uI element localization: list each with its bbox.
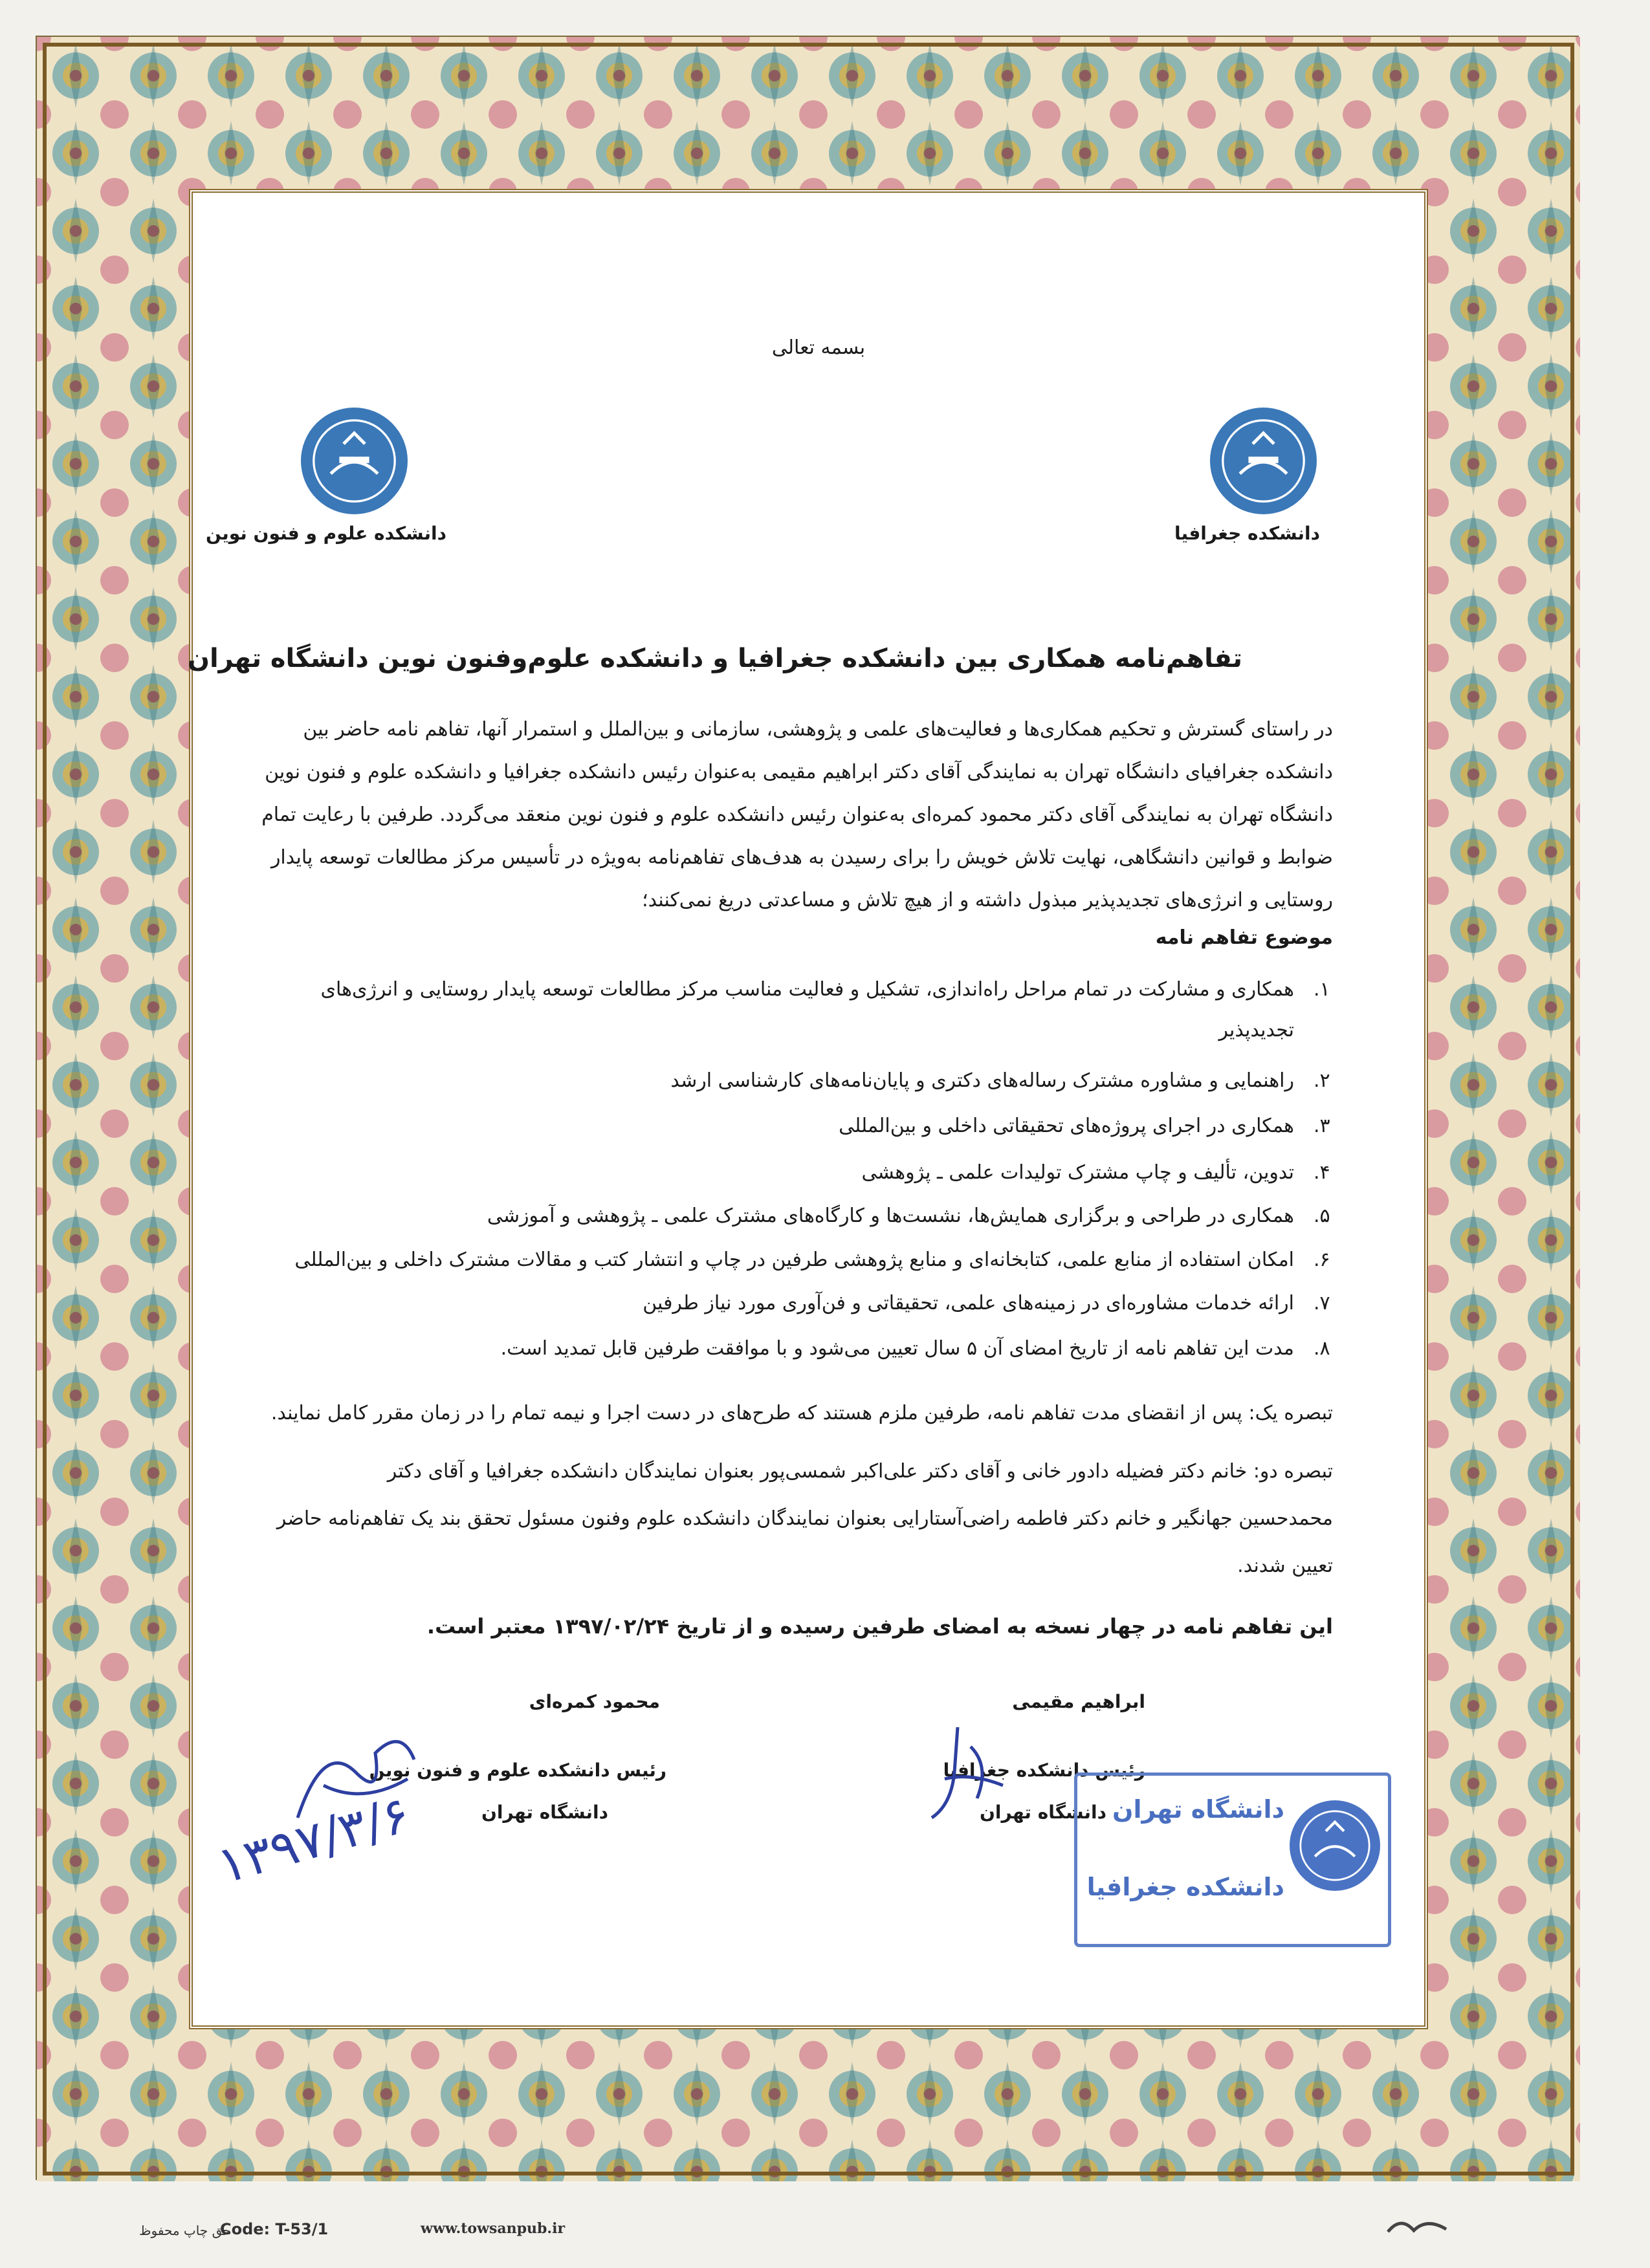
note-two-line: تبصره دو: خانم دکتر فضیله دادور خانی و آقای دکتر علی‌اکبر شمسی‌پور بعنوان نمایندگان دانشکده جغرافیا و آقای دکتر	[387, 1460, 1333, 1483]
handwritten-date: ۱۳۹۷/۳/۶	[211, 1785, 417, 1896]
item-number: ۸.	[1314, 1337, 1330, 1360]
right-university-seal	[1210, 408, 1317, 514]
item-text: همکاری و مشارکت در تمام مراحل راه‌اندازی، تشکیل و فعالیت مناسب مرکز مطالعات توسعه پایدار روستایی و انرژی‌های	[320, 978, 1294, 1001]
stamp-line-1: دانشگاه تهران	[1112, 1795, 1284, 1824]
note-one: تبصره یک: پس از انقضای مدت تفاهم نامه، طرفین ملزم هستند که طرح‌های در دست اجرا و نیمه تمام را در زمان مقرر کامل نمایند.	[270, 1402, 1333, 1424]
faculty-stamp	[1074, 1772, 1391, 1947]
stamp-line-2: دانشکده جغرافیا	[1086, 1873, 1284, 1901]
footer-website: www.towsanpub.ir	[421, 2220, 566, 2237]
item-text: راهنمایی و مشاوره مشترک رساله‌های دکتری و پایان‌نامه‌های کارشناسی ارشد	[670, 1069, 1294, 1092]
item-text: امکان استفاده از منابع علمی، کتابخانه‌ای و منابع پژوهشی طرفین در چاپ و انتشار کتب و مقالات مشترک داخلی و بین‌المللی	[294, 1248, 1294, 1271]
right-faculty-name: دانشکده جغرافیا	[1174, 523, 1320, 544]
item-number: ۶.	[1314, 1248, 1330, 1271]
left-signatory-role: رئیس دانشکده علوم و فنون نوین	[369, 1760, 666, 1781]
intro-line: در راستای گسترش و تحکیم همکاری‌ها و فعالیت‌های علمی و پژوهشی، سازمانی و بین‌الملل و استمرار آنها، تفاهم نامه حاضر بین	[303, 718, 1333, 741]
invocation: بسمه تعالی	[771, 336, 866, 359]
item-text: همکاری در طراحی و برگزاری همایش‌ها، نشست‌ها و کارگاه‌های مشترک علمی ـ پژوهشی و آموزشی	[487, 1205, 1294, 1227]
item-text: تجدیدپذیر	[1218, 1019, 1294, 1041]
left-signatory-org: دانشگاه تهران	[481, 1802, 608, 1823]
note-two-line: محمدحسین جهانگیر و خانم دکتر فاطمه راضی‌آستارایی بعنوان نمایندگان دانشکده علوم وفنون مسئول تحقق بند یک تفاهم‌نامه حاضر	[276, 1507, 1333, 1530]
university-seal-icon	[1290, 1800, 1380, 1891]
item-number: ۷.	[1314, 1292, 1330, 1314]
item-number: ۱.	[1314, 978, 1330, 1001]
stamp-seal	[1290, 1800, 1380, 1891]
item-text: مدت این تفاهم نامه از تاریخ امضای آن ۵ سال تعیین می‌شود و با موافقت طرفین قابل تمدید است.	[500, 1337, 1294, 1360]
validity-statement: این تفاهم نامه در چهار نسخه به امضای طرفین رسیده و از تاریخ ۱۳۹۷/۰۲/۲۴ معتبر است.	[426, 1614, 1333, 1639]
note-two-line: تعیین شدند.	[1237, 1554, 1333, 1577]
document-title: تفاهم‌نامه همکاری بین دانشکده جغرافیا و دانشکده علوم‌وفنون نوین دانشگاه تهران	[187, 644, 1242, 673]
footer-code: Code: T-53/1	[220, 2220, 329, 2238]
left-university-seal	[301, 408, 408, 514]
intro-line: روستایی و انرژی‌های تجدیدپذیر مبذول داشته و از هیچ تلاش و مساعدتی دریغ نمی‌کنند؛	[642, 889, 1333, 911]
footer-rights: حق چاپ محفوظ	[139, 2223, 231, 2238]
right-signatory-name: ابراهیم مقیمی	[1012, 1691, 1145, 1712]
intro-line: ضوابط و قوانین دانشگاهی، نهایت تلاش خویش را برای رسیدن به هدف‌های تفاهم‌نامه به‌ویژه در تأسیس مرکز مطالعات توسعه پایدار	[270, 846, 1333, 869]
publisher-logo-icon	[1385, 2212, 1449, 2238]
left-signatory-name: محمود کمره‌ای	[529, 1691, 660, 1712]
item-text: تدوین، تألیف و چاپ مشترک تولیدات علمی ـ پژوهشی	[861, 1161, 1294, 1184]
item-number: ۵.	[1314, 1205, 1330, 1227]
item-number: ۴.	[1314, 1161, 1330, 1184]
university-seal-icon	[301, 408, 408, 514]
item-number: ۲.	[1314, 1069, 1330, 1092]
right-handwritten-signature	[919, 1708, 1016, 1831]
subject-heading: موضوع تفاهم نامه	[1155, 926, 1333, 949]
intro-line: دانشگاه تهران به نمایندگی آقای دکتر محمود کمره‌ای به‌عنوان رئیس دانشکده علوم و فنون نوین منعقد می‌گردد. طرفین با رعایت تمام	[261, 803, 1333, 826]
left-faculty-name: دانشکده علوم و فنون نوین	[206, 523, 446, 544]
item-text: همکاری در اجرای پروژه‌های تحقیقاتی داخلی و بین‌المللی	[839, 1115, 1294, 1137]
item-number: ۳.	[1314, 1115, 1330, 1137]
right-signatory-role: رئیس دانشکده جغرافیا	[943, 1760, 1145, 1781]
right-signatory-org: دانشگاه تهران	[980, 1802, 1106, 1823]
item-text: ارائه خدمات مشاوره‌ای در زمینه‌های علمی، تحقیقاتی و فن‌آوری مورد نیاز طرفین	[643, 1292, 1294, 1314]
university-seal-icon	[1210, 408, 1317, 514]
intro-line: دانشکده جغرافیای دانشگاه تهران به نمایندگی آقای دکتر ابراهیم مقیمی به‌عنوان رئیس دانشکده جغرافیا و دانشکده علوم و فنون نوین	[265, 761, 1333, 783]
